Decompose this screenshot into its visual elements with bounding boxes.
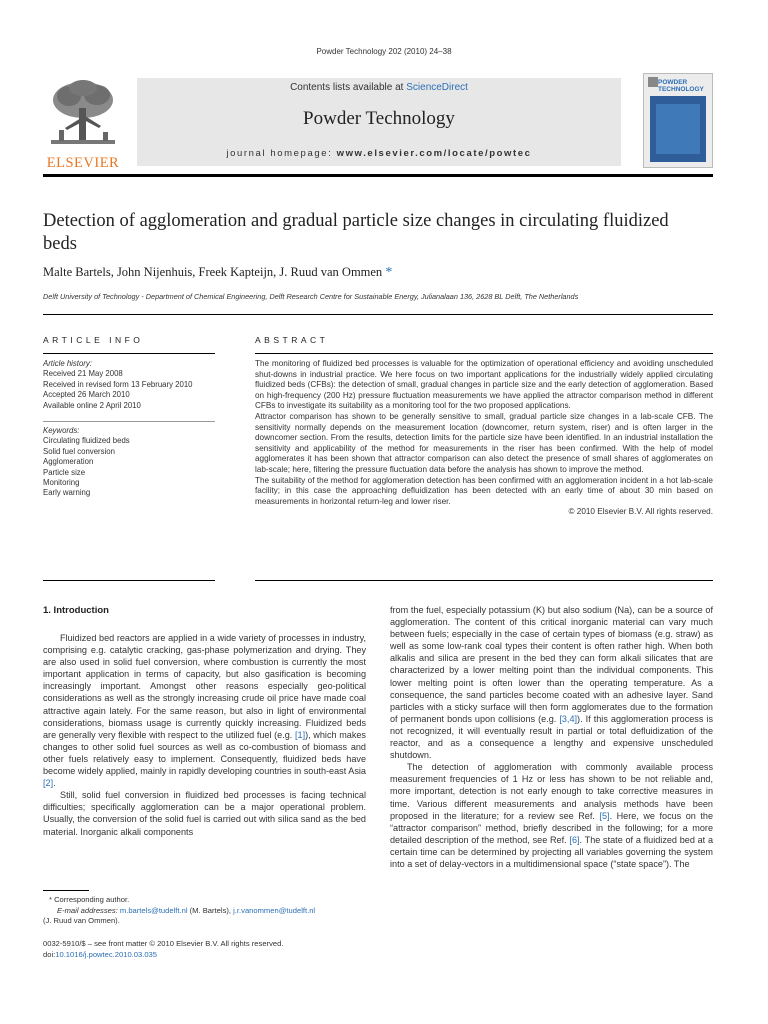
history-online: Available online 2 April 2010 [43, 400, 141, 410]
journal-citation: Powder Technology 202 (2010) 24–38 [316, 47, 452, 56]
keyword-item: Circulating fluidized beds [43, 436, 130, 446]
keyword-item: Particle size [43, 467, 86, 477]
abstract-paragraph: Attractor comparison has shown to be generally sensitive to small, gradual particle size changes in a lab-scale CFB. The sensitivity normally depends on the measurement location (downcomer, return system, riser) and is often larger in the downcomer section. From the results, detection limits for the particle size have been identified. In an industrial installation the sensitivity and applicability of the method for measurements in the riser has been confirmed. With the help of model agglomerates it has been shown that attractor comparison can also detect the presence of small shares of agglomerates on lab-scale; here, filtering the pressure fluctuation data before the analysis has shown to improve the method. [255, 411, 713, 474]
email-name-vanommen: (J. Ruud van Ommen). [43, 916, 120, 925]
intro-paragraph-2: Still, solid fuel conversion in fluidized bed processes is facing technical difficulties; specifically agglomeration can be a major operational problem. Usually, the conversion of the solid fuel is carried out with silica sand as the bed material. Inorganic alkali components [43, 790, 366, 837]
author-list [43, 265, 392, 281]
email-link-bartels[interactable]: m.bartels@tudelft.nl [119, 905, 188, 915]
elsevier-wordmark: ELSEVIER [46, 155, 120, 171]
text-run: ), which makes changes to other solid fuel sources as well as co-combustion of biomass and other fuels relatively easy to implement. Consequently, fluidized beds have become widely applied, mainly in rapidly developing countries in south-east Asia [43, 729, 366, 777]
journal-name: Powder Technology [303, 108, 455, 129]
intro-paragraph-3 [390, 604, 713, 761]
text-run: from the fuel, especially potassium (K) but also sodium (Na), can be a source of agglomeration. The content of this critical inorganic material can vary much between fuels; especially in the case of certain types of biomass (e.g. straw) as well as some low-rank coal types their content is often rather high. When both alkalis and silica are present in the bed they can form alkali silicates that are characterized by a lower melting point than the individual components. This lower melting point is often lower than the operating temperature. As a consequence, the sand particles become coated with an adhesive layer. Sand particles with a sticky surface will then form agglomerates due to the formation of permanent bonds upon collisions (e.g. [390, 605, 713, 724]
intro-paragraph-4 [390, 761, 713, 870]
cover-logo-icon [648, 77, 658, 87]
keyword-item: Early warning [43, 488, 91, 498]
intro-paragraph-1 [43, 632, 366, 789]
abstract-copyright: © 2010 Elsevier B.V. All rights reserved. [568, 507, 713, 517]
keywords [43, 426, 215, 499]
elsevier-tree-icon [43, 78, 123, 150]
abstract-body [255, 359, 713, 518]
email-label: E-mail addresses: [57, 905, 120, 915]
reference-link[interactable]: [1] [294, 729, 306, 740]
email-line [43, 906, 373, 917]
text-run: The detection of agglomeration with commonly available process measurement frequencies of 1 Hz or less has shown to be not reliable and, more important, detection is not early enough to take corrective measures in time. Various different measurements and analysis methods have been proposed in the literature; for a review see Ref. [390, 762, 713, 821]
text-run: . Here, we focus on the “attractor comparison” method, briefly described in the following; for a more detailed description of the method, see Ref. [390, 810, 713, 845]
article-info-rule [43, 353, 215, 354]
journal-homepage [137, 148, 621, 159]
abstract-paragraph: The monitoring of fluidized bed processes is valuable for the optimization of operational efficiency and avoiding unscheduled shut-downs in industrial practice. We here focus on two important applications for the industrially widely applied circulating fluidized beds (CFBs): the detection of small, gradual changes in particle size and the early detection of agglomeration. Based on high-frequency (200 Hz) pressure fluctuation measurements we have applied the attractor comparison method in different CFBs to investigate its suitability as a monitoring tool for the two proposed applications. [255, 359, 713, 411]
text-run: ). If this agglomeration process is not recognized, it will eventually result in partial or total defluidization of the reactor, and as a consequence a lengthy and expensive unscheduled shutdown. [390, 713, 713, 761]
abstract-paragraph: The suitability of the method for agglomeration detection has been confirmed with an agglomeration incident in a hot lab-scale facility; in this case the approaching defluidization has been detected with an early time of about 30 min based on measurements in horizontal return-leg and lower riser. [255, 475, 713, 506]
contents-line [137, 82, 621, 93]
history-received: Received 21 May 2008 [43, 369, 123, 379]
section-rule [43, 314, 713, 315]
left-column [43, 632, 366, 838]
text-run: . The state of a fluidized bed at a certain time can be determined by projecting all variables governing the system into a set of delay-vectors in a multidimensional space (“state space”). The [390, 834, 714, 869]
email-link-vanommen[interactable]: j.r.vanommen@tudelft.nl [233, 905, 316, 915]
article-title: Detection of agglomeration and gradual particle size changes in circulating fluidized beds [43, 211, 669, 254]
text-run: . [53, 778, 56, 789]
keywords-label: Keywords: [43, 426, 80, 435]
front-matter [43, 939, 443, 960]
journal-cover-thumbnail[interactable] [643, 73, 713, 168]
footnote-separator [43, 890, 89, 891]
cover-title: POWDER TECHNOLOGY [658, 79, 704, 93]
reference-link[interactable]: [6] [569, 834, 580, 845]
article-info-heading: ARTICLE INFO [43, 335, 144, 345]
article-history [43, 359, 215, 411]
doi-line [43, 950, 443, 961]
corresponding-author-note: * Corresponding author. [49, 895, 130, 904]
keywords-rule [43, 421, 215, 422]
sciencedirect-link[interactable]: ScienceDirect [406, 82, 468, 93]
history-label: Article history: [43, 359, 92, 368]
issn-line: 0032-5910/$ – see front matter © 2010 Elsevier B.V. All rights reserved. [43, 939, 284, 948]
contents-prefix: Contents lists available at [290, 82, 407, 93]
keyword-item: Agglomeration [43, 457, 94, 467]
doi-label: doi: [43, 949, 56, 959]
abstract-rule [255, 353, 713, 354]
header-rule [43, 174, 713, 177]
reference-link[interactable]: [5] [599, 810, 610, 821]
introduction-heading: 1. Introduction [43, 605, 109, 616]
keyword-item: Solid fuel conversion [43, 446, 115, 456]
email-name-bartels: (M. Bartels), [187, 905, 234, 915]
reference-link[interactable]: [2] [43, 778, 54, 789]
right-column [390, 604, 713, 870]
elsevier-logo[interactable] [43, 78, 123, 171]
reference-link[interactable]: [3,4] [559, 713, 578, 724]
cover-image [650, 96, 706, 162]
keyword-item: Monitoring [43, 478, 80, 488]
affiliation: Delft University of Technology - Department of Chemical Engineering, Delft Research Centre for Sustainable Energy, Julianalaan 136, 2628 BL Delft, The Netherlands [43, 292, 579, 301]
footnotes [43, 895, 373, 927]
homepage-link[interactable]: www.elsevier.com/locate/powtec [336, 148, 532, 159]
doi-link[interactable]: 10.1016/j.powtec.2010.03.035 [55, 949, 158, 959]
abstract-heading: ABSTRACT [255, 335, 329, 345]
authors-text: Malte Bartels, John Nijenhuis, Freek Kapteijn, J. Ruud van Ommen [43, 265, 383, 279]
abstract-bottom-rule [255, 580, 713, 581]
corresponding-author-link[interactable]: * [385, 265, 393, 280]
history-revised: Received in revised form 13 February 2010 [43, 379, 193, 389]
homepage-label: journal homepage: [226, 148, 337, 159]
history-accepted: Accepted 26 March 2010 [43, 390, 130, 400]
article-info-bottom-rule [43, 580, 215, 581]
text-run: Fluidized bed reactors are applied in a wide variety of processes in industry, comprising e.g. catalytic cracking, gas-phase polymerization and drying. They are also used in solid fuel conversion, where combustion is currently the most important application in terms of capacity, but also gasification is becoming increasingly important. Amongst other reasons especially geo-political considerations as well as the strongly increasing crude oil price have made coal attractive again lately. For the same reason, but also in light of environmental considerations, biomass usage is currently quickly increasing. Fluidized beds are generally very flexible with respect to the utilized fuel (e.g. [43, 633, 366, 740]
